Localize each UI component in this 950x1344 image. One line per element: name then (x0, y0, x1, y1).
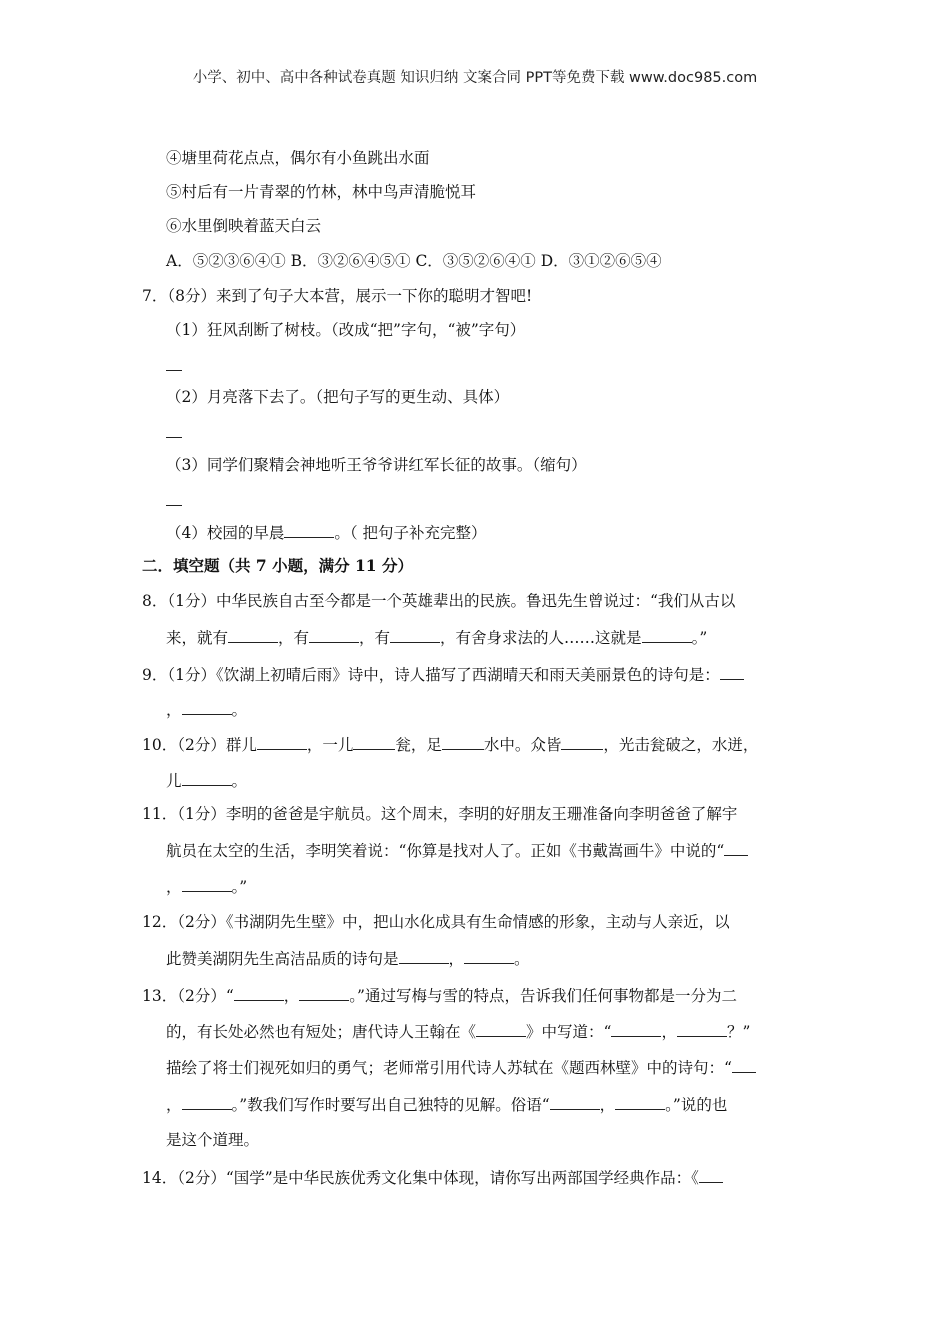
q10-text: 瓮，足 (395, 736, 442, 754)
q9-line-2 (166, 699, 247, 720)
q9-text: 9．（1分）《饮湖上初晴后雨》诗中，诗人描写了西湖晴天和雨天美丽景色的诗句是： (142, 666, 720, 684)
q10-text: ，一儿 (306, 736, 354, 754)
q12-text: 此赞美湖阴先生高洁品质的诗句是 (166, 950, 399, 968)
answer-blank[interactable] (561, 734, 603, 750)
q6-option-5: ⑤村后有一片青翠的竹林，林中鸟声清脆悦耳 (166, 183, 477, 201)
q12-text: ， (448, 950, 465, 968)
q7-s4-text-a: （4）校园的早晨 (166, 524, 285, 542)
answer-blank[interactable] (550, 1094, 600, 1110)
answer-blank[interactable] (720, 664, 744, 680)
q12-line-2 (166, 948, 530, 969)
q7-sentence-1: （1）狂风刮断了树枝。（改成“把”字句，“被”字句） (166, 321, 526, 339)
q13-text: 》中写道：“ (526, 1023, 612, 1041)
q10-text: ，光击瓮破之，水迸， (603, 736, 759, 754)
q12-text: 。 (514, 950, 530, 968)
answer-blank[interactable] (642, 627, 692, 643)
q11-text: ， (166, 878, 182, 896)
q11-text: 航员在太空的生活，李明笑着说：“你算是找对人了。正如《书戴嵩画牛》中说的“ (166, 842, 725, 860)
answer-blank[interactable] (442, 734, 484, 750)
q8-text: ，有舍身求法的人……这就是 (440, 629, 642, 647)
q13-text: 13．（2分）“ (142, 987, 234, 1005)
answer-blank[interactable] (234, 985, 284, 1001)
q13-line-4 (166, 1094, 727, 1115)
q13-text: 。”教我们写作时要写出自己独特的见解。俗语“ (231, 1096, 550, 1114)
answer-blank[interactable] (390, 627, 440, 643)
q13-text: ？” (726, 1023, 751, 1041)
answer-blank[interactable] (284, 522, 334, 538)
answer-blank[interactable] (299, 985, 349, 1001)
q14-text: 14．（2分）“国学”是中华民族优秀文化集中体现，请你写出两部国学经典作品：《 (142, 1169, 699, 1187)
q8-text: 。” (691, 629, 708, 647)
q13-text: 。”通过写梅与雪的特点，告诉我们任何事物都是一分为二 (349, 987, 737, 1005)
q8-text: ，有 (278, 629, 310, 647)
q13-line-5: 是这个道理。 (166, 1131, 260, 1149)
answer-blank[interactable] (309, 627, 359, 643)
q8-text: ，有 (359, 629, 391, 647)
answer-blank[interactable] (724, 840, 748, 856)
q11-line-3 (166, 876, 247, 897)
q13-text: 描绘了将士们视死如归的勇气；老师常引用代诗人苏轼在《题西林壁》中的诗句：“ (166, 1059, 732, 1077)
answer-blank[interactable] (732, 1057, 756, 1073)
q7-sentence-3: （3）同学们聚精会神地听王爷爷讲红军长征的故事。（缩句） (166, 456, 587, 474)
answer-blank[interactable] (399, 948, 449, 964)
q13-line-2 (166, 1021, 750, 1042)
answer-blank[interactable] (464, 948, 514, 964)
q10-text: 儿 (166, 772, 182, 790)
q10-text: 10．（2分）群儿 (142, 736, 257, 754)
q13-text: 的，有长处必然也有短处；唐代诗人王翰在《 (166, 1023, 477, 1041)
q7-answer-line-2[interactable] (166, 437, 182, 438)
answer-blank[interactable] (182, 699, 232, 715)
q6-choices: A．⑤②③⑥④① B．③②⑥④⑤① C．③⑤②⑥④① D．③①②⑥⑤④ (166, 252, 662, 270)
q7-answer-line-1[interactable] (166, 370, 182, 371)
q9-text: ， (166, 701, 182, 719)
q11-text: 。” (231, 878, 248, 896)
answer-blank[interactable] (353, 734, 395, 750)
q14-line-1 (142, 1167, 723, 1188)
q12-line-1: 12．（2分）《书湖阴先生壁》中，把山水化成具有生命情感的形象，主动与人亲近，以 (142, 913, 730, 931)
answer-blank[interactable] (257, 734, 307, 750)
q8-line-1: 8．（1分）中华民族自古至今都是一个英雄辈出的民族。鲁迅先生曾说过：“我们从古以 (142, 592, 736, 610)
q9-line-1 (142, 664, 744, 685)
q7-title: 7．（8分）来到了句子大本营，展示一下你的聪明才智吧! (142, 287, 533, 305)
q7-sentence-4 (166, 522, 487, 543)
answer-blank[interactable] (677, 1021, 727, 1037)
section-2-title: 二．填空题（共 7 小题，满分 11 分） (142, 556, 413, 575)
q10-line-1 (142, 734, 758, 755)
q7-sentence-2: （2）月亮落下去了。（把句子写的更生动、具体） (166, 388, 510, 406)
q6-option-4: ④塘里荷花点点，偶尔有小鱼跳出水面 (166, 149, 430, 167)
q7-s4-text-b: 。（ 把句子补充完整） (334, 524, 487, 542)
q13-text: ， (166, 1096, 182, 1114)
answer-blank[interactable] (611, 1021, 661, 1037)
answer-blank[interactable] (228, 627, 278, 643)
q8-text: 来，就有 (166, 629, 229, 647)
q10-line-2 (166, 770, 247, 791)
q6-option-6: ⑥水里倒映着蓝天白云 (166, 217, 322, 235)
q7-answer-line-3[interactable] (166, 505, 182, 506)
q11-line-2 (166, 840, 748, 861)
answer-blank[interactable] (182, 1094, 232, 1110)
q13-text: ， (661, 1023, 677, 1041)
q13-text: ， (283, 987, 300, 1005)
q13-text: 。”说的也 (665, 1096, 728, 1114)
q11-line-1: 11．（1分）李明的爸爸是宇航员。这个周末，李明的好朋友王珊准备向李明爸爸了解宇 (142, 805, 738, 823)
q13-line-3 (166, 1057, 756, 1078)
q13-text: ， (599, 1096, 616, 1114)
q8-line-2 (166, 627, 707, 648)
answer-blank[interactable] (699, 1167, 723, 1183)
answer-blank[interactable] (615, 1094, 665, 1110)
q10-text: 水中。众皆 (483, 736, 562, 754)
q10-text: 。 (231, 772, 248, 790)
answer-blank[interactable] (182, 876, 232, 892)
answer-blank[interactable] (476, 1021, 526, 1037)
page-header: 小学、初中、高中各种试卷真题 知识归纳 文案合同 PPT等免费下载 www.doc985.com (192, 70, 758, 86)
answer-blank[interactable] (182, 770, 232, 786)
q9-text: 。 (231, 701, 248, 719)
q13-line-1 (142, 985, 737, 1006)
